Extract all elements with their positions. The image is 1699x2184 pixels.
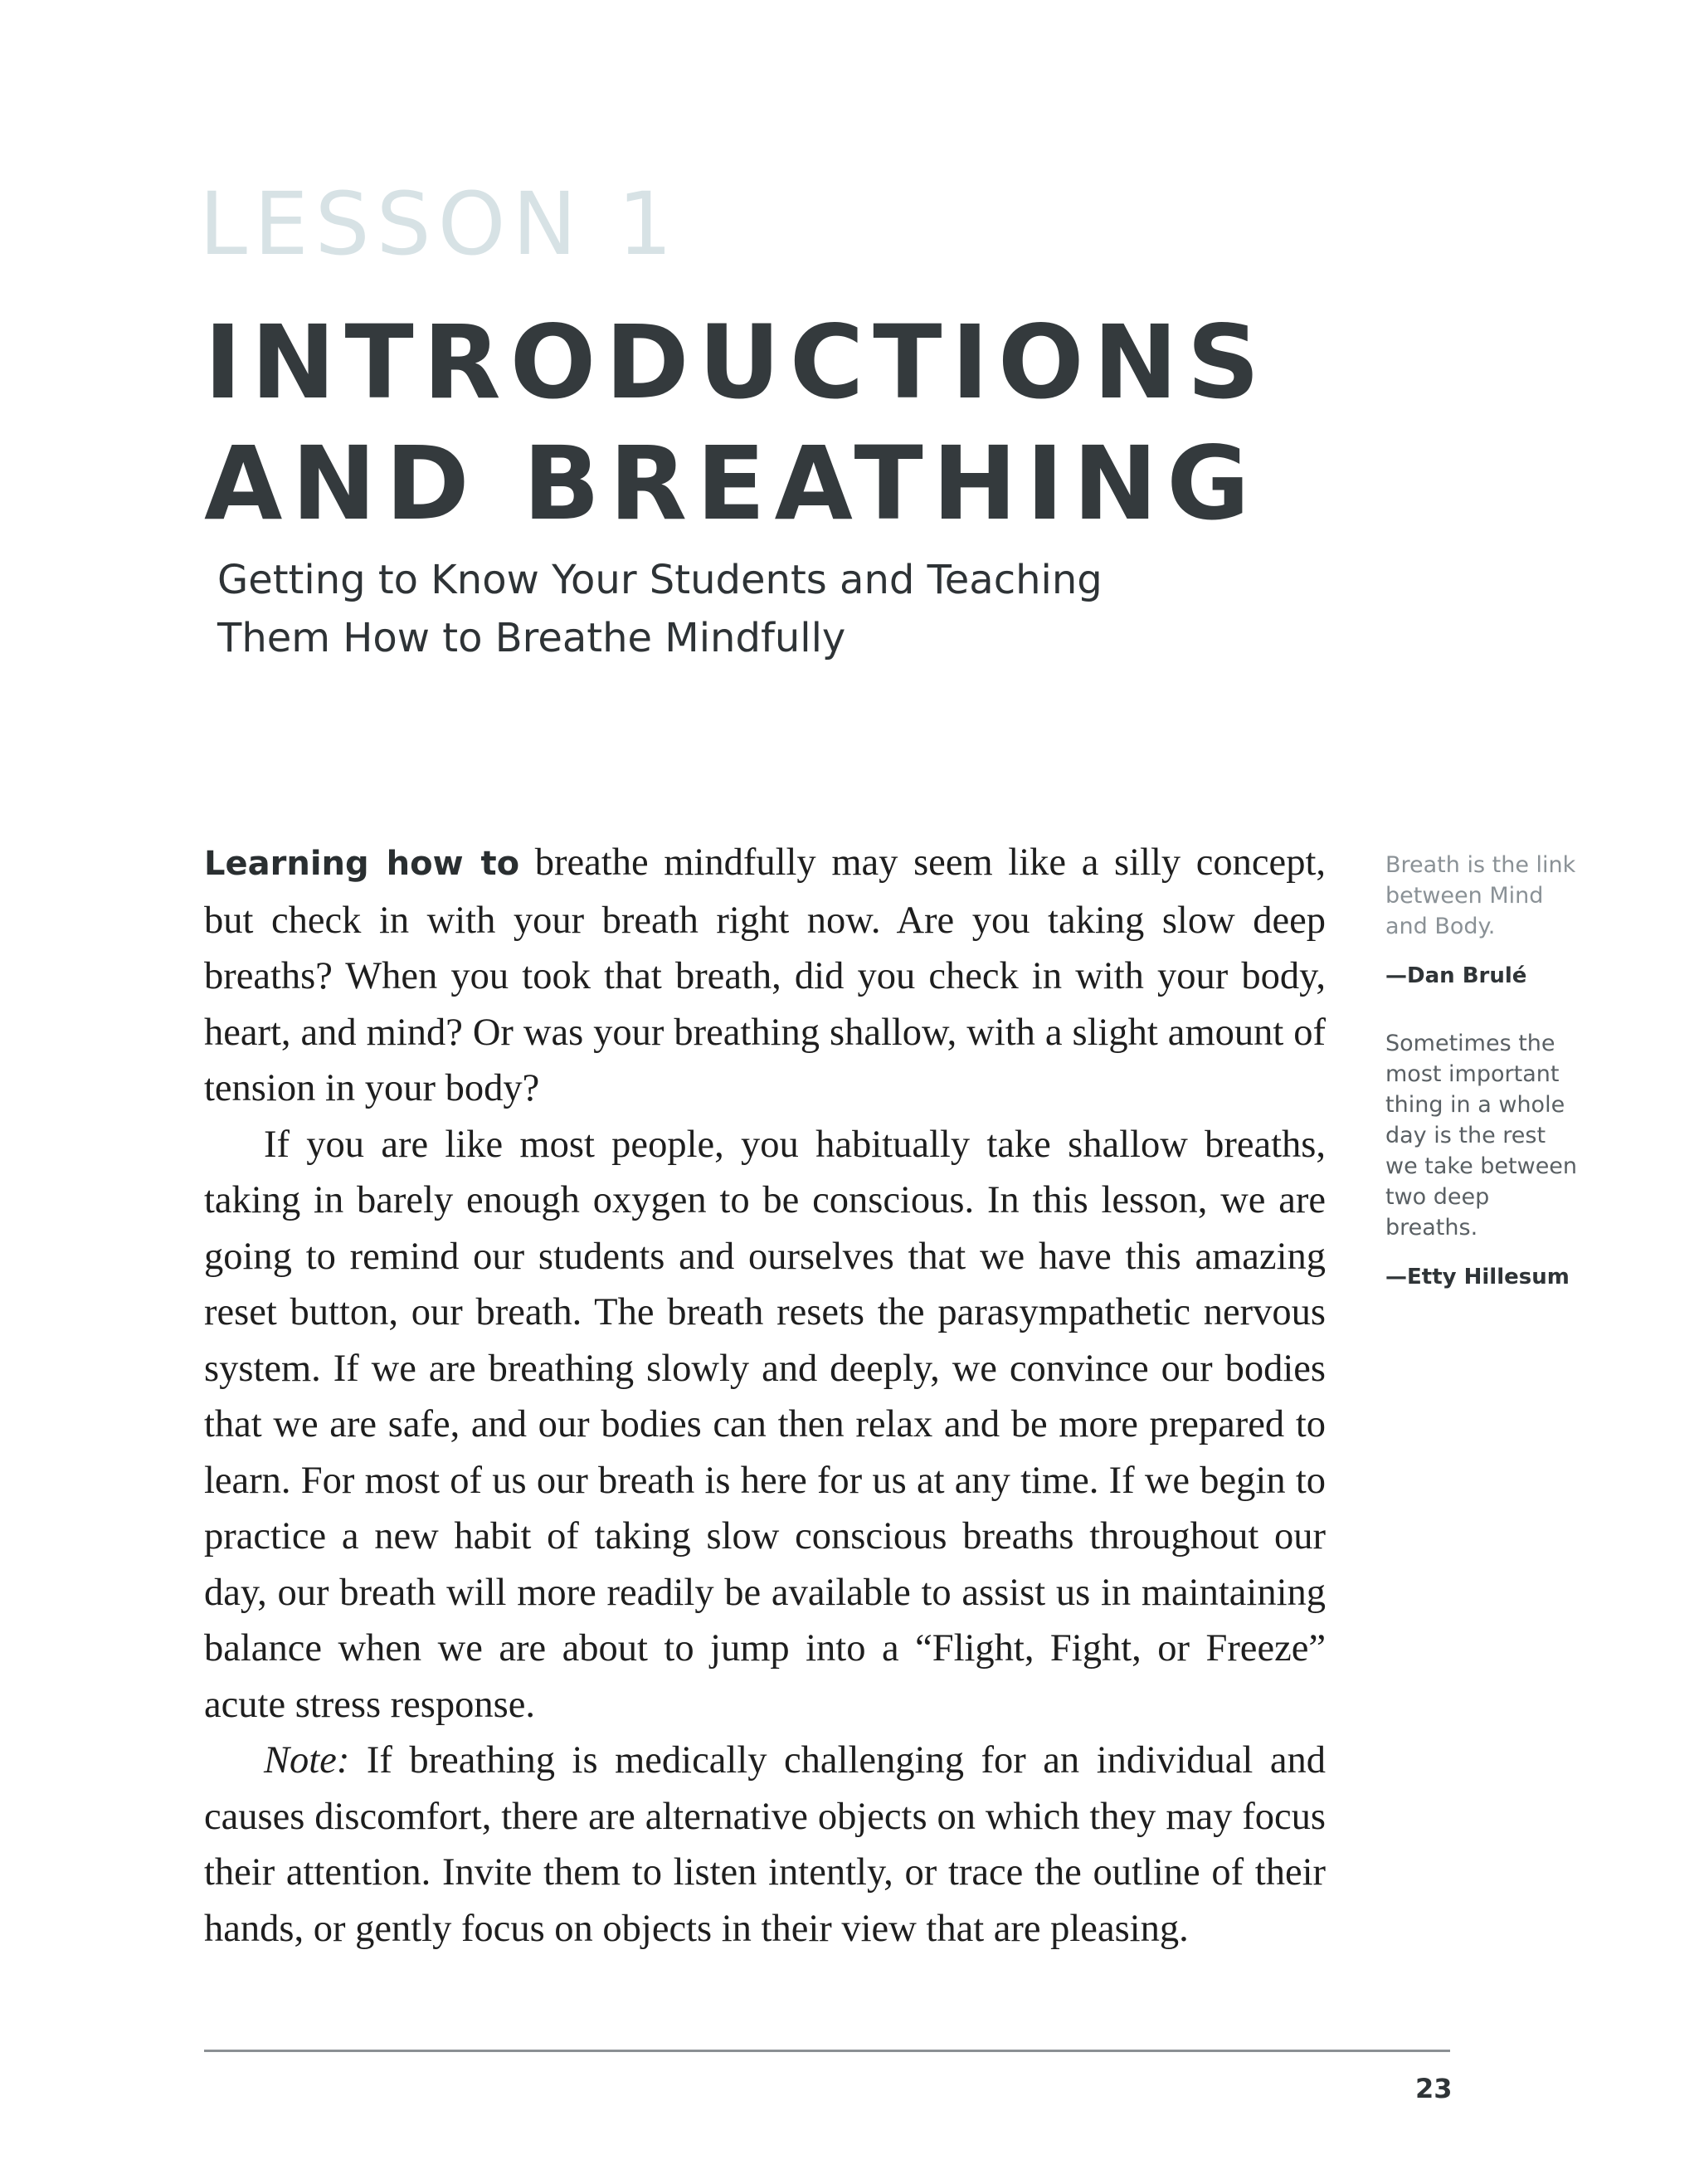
sidebar-quotes xyxy=(1385,850,1585,1329)
paragraph-2: If you are like most people, you habitually take shallow breaths, taking in barely enough oxygen to be conscious. In this lesson, we are going to remind our students and ourselves that we have this amazing reset button, our breath. The breath resets the parasympathetic nervous system. If we are breathing slowly and deeply, we convince our bodies that we are safe, and our bodies can then relax and be more prepared to learn. For most of us our breath is here for us at any time. If we begin to practice a new habit of taking slow conscious breaths throughout our day, our breath will more readily be available to assist us in maintaining balance when we are about to jump into a “Flight, Fight, or Freeze” acute stress response. xyxy=(204,1123,1326,1726)
note-label: Note: xyxy=(264,1739,350,1782)
sidebar-quote-1: Breath is the link between Mind and Body. xyxy=(1385,852,1576,939)
page-number: 23 xyxy=(1415,2073,1453,2104)
subtitle-line-1: Getting to Know Your Students and Teaching xyxy=(217,557,1103,603)
paragraph-1 xyxy=(204,835,1326,1117)
sidebar-quote-2: Sometimes the most important thing in a whole day is the rest we take between two deep breaths. xyxy=(1385,1031,1578,1241)
lead-in: Learning how to xyxy=(204,845,520,883)
chapter-subtitle xyxy=(217,551,1130,667)
paragraph-3-text: If breathing is medically challenging for an individual and causes discomfort, there are alternative objects on which they may focus their attention. Invite them to listen intently, or trace the outline of their hands, or gently focus on objects in their view that are pleasing. xyxy=(204,1739,1326,1950)
chapter-title-line-1: INTRODUCTIONS xyxy=(204,304,1269,422)
sidebar-attribution-2: —Etty Hillesum xyxy=(1385,1265,1570,1289)
chapter-title xyxy=(204,302,1269,544)
lesson-label: LESSON 1 xyxy=(199,173,679,275)
footer-divider xyxy=(204,2050,1450,2052)
body-text xyxy=(204,835,1326,1957)
subtitle-line-2: Them How to Breathe Mindfully xyxy=(217,615,846,661)
sidebar-attribution-1: —Dan Brulé xyxy=(1385,963,1527,988)
paragraph-3 xyxy=(204,1733,1326,1957)
paragraph-1-text: breathe mindfully may seem like a silly concept, but check in with your breath right now. Are you taking slow deep breaths? When you took that breath, did you check in with your body, heart, and mind? Or was your breathing shallow, with a slight amount of tension in your body? xyxy=(204,841,1326,1109)
chapter-title-line-2: AND BREATHING xyxy=(204,425,1259,543)
